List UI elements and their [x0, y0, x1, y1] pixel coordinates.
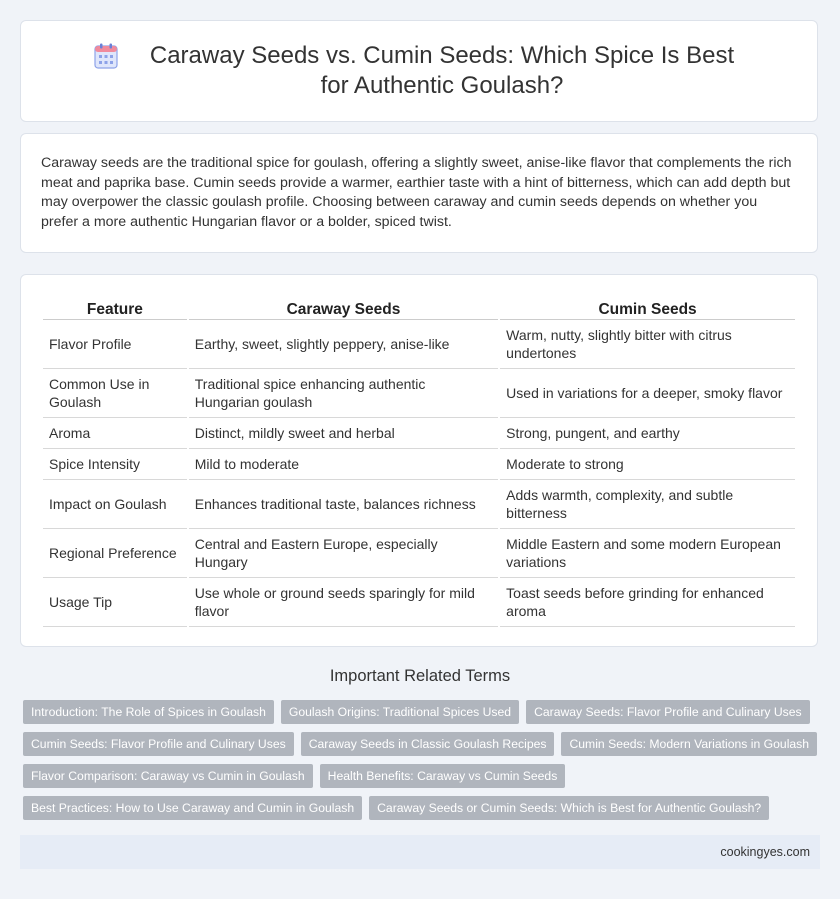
cumin-cell: Used in variations for a deeper, smoky flavor [500, 369, 795, 418]
caraway-cell: Use whole or ground seeds sparingly for mild flavor [189, 578, 498, 627]
title-card [20, 20, 818, 122]
intro-card [20, 133, 818, 253]
caraway-cell: Distinct, mildly sweet and herbal [189, 418, 498, 449]
related-terms-heading: Important Related Terms [329, 667, 511, 685]
cumin-cell: Warm, nutty, slightly bitter with citrus undertones [500, 320, 795, 369]
related-term-link[interactable]: Health Benefits: Caraway vs Cumin Seeds [320, 764, 566, 788]
page-title: Caraway Seeds vs. Cumin Seeds: Which Spice Is Best for Authentic Goulash? [149, 42, 735, 99]
related-term-link[interactable]: Caraway Seeds in Classic Goulash Recipes [301, 732, 555, 756]
cumin-cell: Adds warmth, complexity, and subtle bitterness [500, 480, 795, 529]
footer [20, 835, 820, 869]
calendar-icon [94, 43, 118, 69]
table-row [43, 418, 795, 449]
related-term-link[interactable]: Best Practices: How to Use Caraway and Cumin in Goulash [23, 796, 362, 820]
caraway-cell: Traditional spice enhancing authentic Hungarian goulash [189, 369, 498, 418]
header-cumin: Cumin Seeds [500, 295, 795, 320]
caraway-cell: Earthy, sweet, slightly peppery, anise-like [189, 320, 498, 369]
feature-cell: Common Use in Goulash [43, 369, 187, 418]
comparison-table [41, 295, 797, 627]
cumin-cell: Moderate to strong [500, 449, 795, 480]
table-row [43, 578, 795, 627]
feature-cell: Impact on Goulash [43, 480, 187, 529]
table-row [43, 369, 795, 418]
table-header-row [43, 295, 795, 320]
feature-cell: Usage Tip [43, 578, 187, 627]
header-feature: Feature [43, 295, 187, 320]
related-term-link[interactable]: Introduction: The Role of Spices in Goulash [23, 700, 274, 724]
header-caraway: Caraway Seeds [189, 295, 498, 320]
cumin-cell: Toast seeds before grinding for enhanced aroma [500, 578, 795, 627]
related-term-link[interactable]: Goulash Origins: Traditional Spices Used [281, 700, 519, 724]
table-row [43, 480, 795, 529]
caraway-cell: Enhances traditional taste, balances richness [189, 480, 498, 529]
feature-cell: Aroma [43, 418, 187, 449]
related-term-link[interactable]: Caraway Seeds or Cumin Seeds: Which is Best for Authentic Goulash? [369, 796, 769, 820]
table-row [43, 320, 795, 369]
feature-cell: Spice Intensity [43, 449, 187, 480]
table-row [43, 529, 795, 578]
table-row [43, 449, 795, 480]
feature-cell: Flavor Profile [43, 320, 187, 369]
footer-site-link[interactable]: cookingyes.com [720, 845, 810, 859]
cumin-cell: Strong, pungent, and earthy [500, 418, 795, 449]
related-term-link[interactable]: Cumin Seeds: Flavor Profile and Culinary Uses [23, 732, 294, 756]
caraway-cell: Central and Eastern Europe, especially Hungary [189, 529, 498, 578]
caraway-cell: Mild to moderate [189, 449, 498, 480]
intro-paragraph: Caraway seeds are the traditional spice for goulash, offering a slightly sweet, anise-like flavor that complements the rich meat and paprika base. Cumin seeds provide a warmer, earthier taste with a hint of bitterness, which can add depth but may overpower the classic goulash profile. Choosing between caraway and cumin seeds depends on whether you prefer a more authentic Hungarian flavor or a bolder, spiced twist. [41, 155, 792, 230]
related-term-link[interactable]: Flavor Comparison: Caraway vs Cumin in Goulash [23, 764, 313, 788]
related-term-link[interactable]: Caraway Seeds: Flavor Profile and Culinary Uses [526, 700, 810, 724]
related-term-link[interactable]: Cumin Seeds: Modern Variations in Goulash [561, 732, 817, 756]
cumin-cell: Middle Eastern and some modern European variations [500, 529, 795, 578]
related-terms-list [23, 700, 813, 828]
feature-cell: Regional Preference [43, 529, 187, 578]
comparison-card [20, 274, 818, 647]
